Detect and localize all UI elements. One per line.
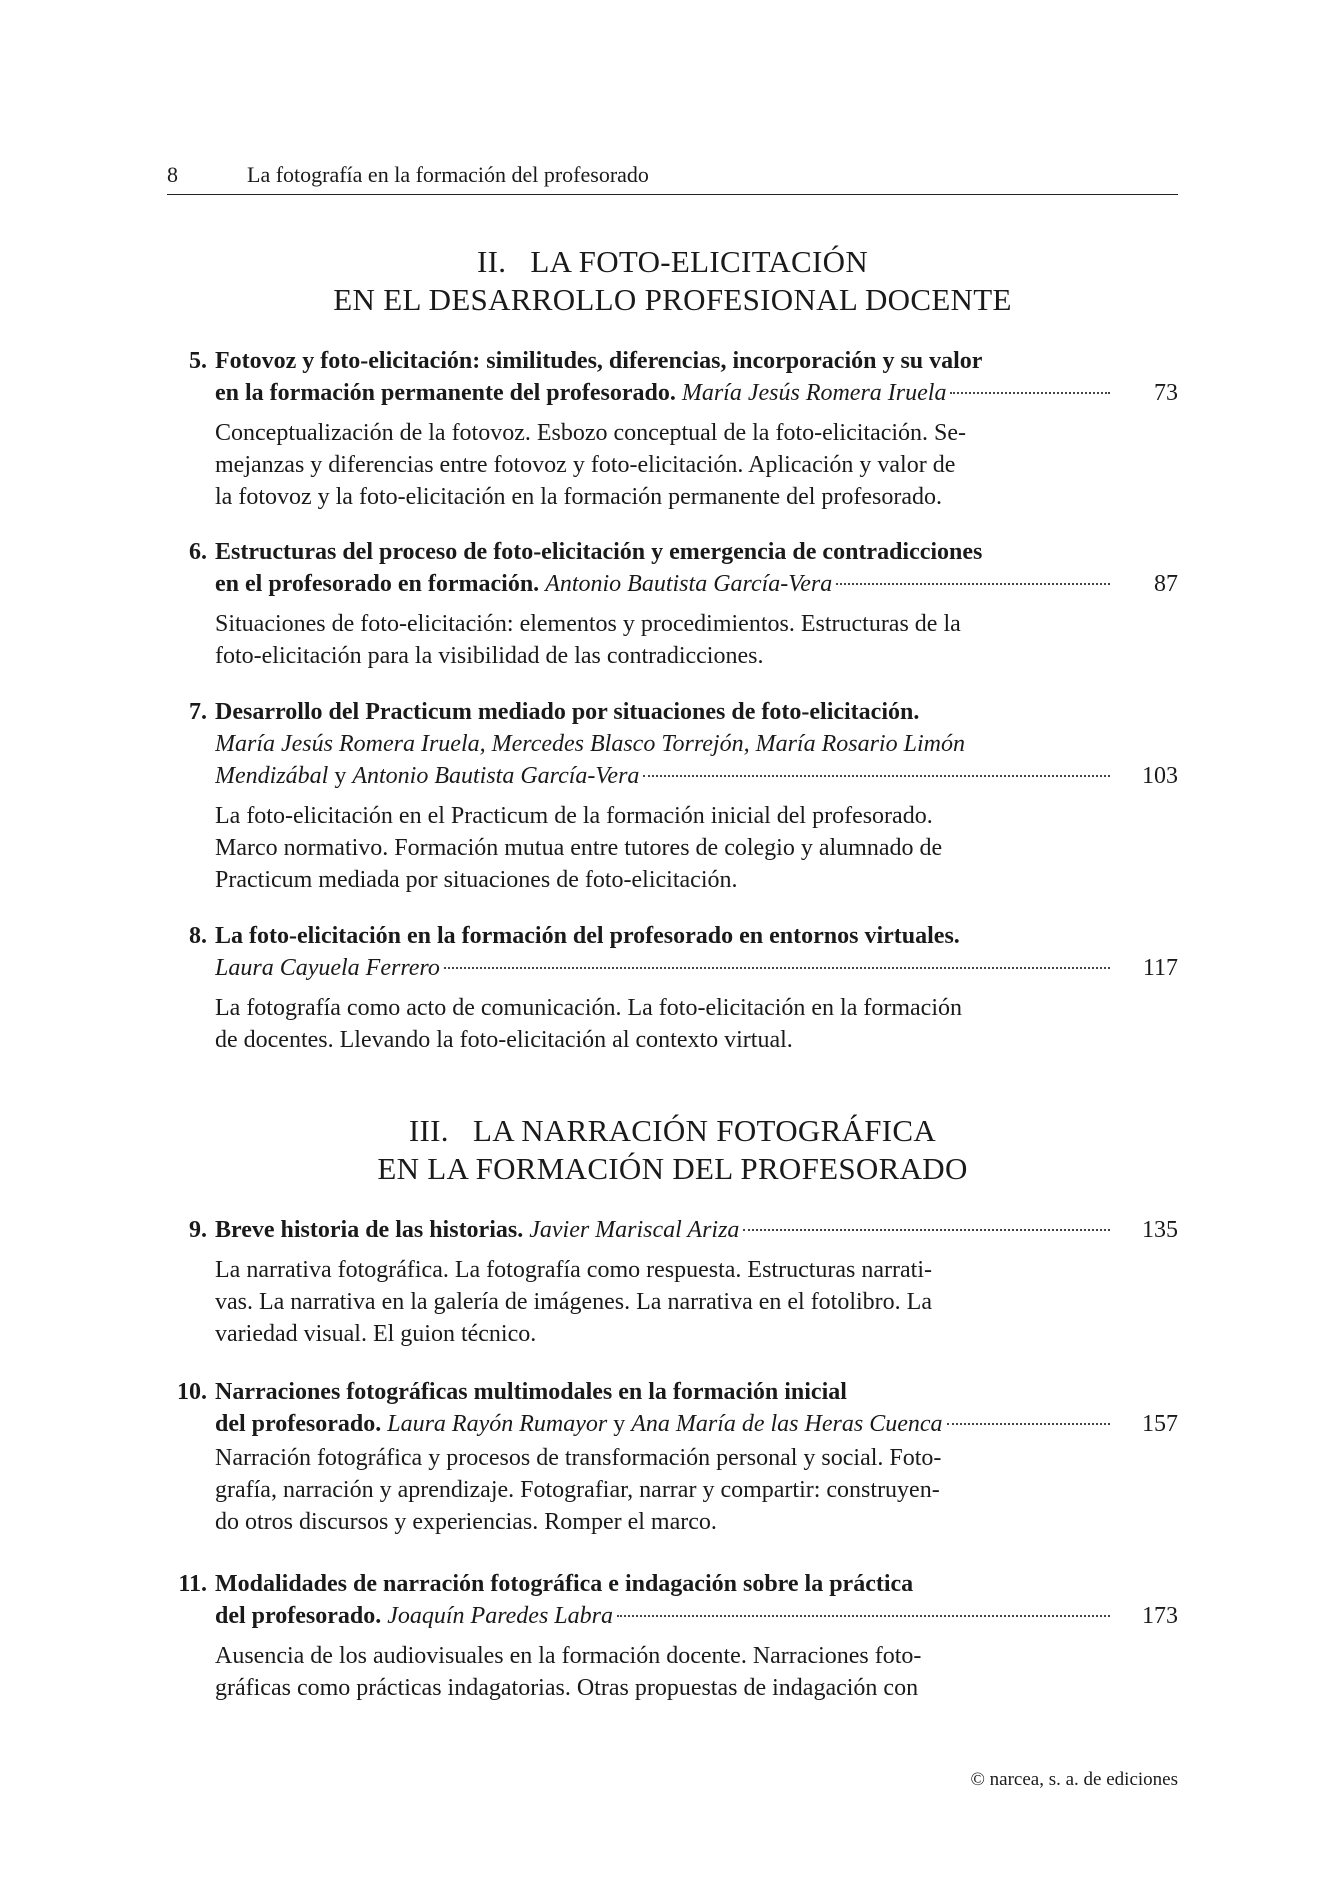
entry-title: del profesorado. [215,1603,382,1629]
summary-line: grafía, narración y aprendizaje. Fotografiar, narrar y compartir: construyen- [215,1477,940,1503]
entry-title: en la formación permanente del profesorado. [215,380,676,406]
entry-title: Modalidades de narración fotográfica e indagación sobre la práctica [215,1571,914,1597]
entry-page-number: 87 [1154,571,1178,597]
entry-summary [215,1442,1115,1538]
summary-line: Conceptualización de la fotovoz. Esbozo conceptual de la foto-elicitación. Se- [215,420,967,446]
part-title-iii [167,1112,1178,1188]
entry-summary [215,1254,1115,1350]
summary-line: do otros discursos y experiencias. Romper el marco. [215,1509,717,1535]
entry-page-number: 157 [1142,1411,1178,1437]
entry-number: 8. [189,923,207,949]
author-conjunction: y [613,1411,626,1437]
entry-author: Antonio Bautista García-Vera [352,763,640,789]
page-number: 8 [167,162,178,187]
dot-leader [617,1615,1110,1617]
entry-title: La foto-elicitación en la formación del profesorado en entornos virtuales. [215,923,960,949]
entry-author: Laura Rayón Rumayor [387,1411,608,1437]
summary-line: de docentes. Llevando la foto-elicitación al contexto virtual. [215,1027,793,1053]
summary-line: Narración fotográfica y procesos de transformación personal y social. Foto- [215,1445,942,1471]
entry-summary [215,417,1115,513]
entry-author: Ana María de las Heras Cuenca [631,1411,943,1437]
summary-line: la fotovoz y la foto-elicitación en la formación permanente del profesorado. [215,484,943,510]
summary-line: mejanzas y diferencias entre fotovoz y foto-elicitación. Aplicación y valor de [215,452,956,478]
part-title-ii [167,243,1178,319]
author-conjunction: y [334,763,347,789]
summary-line: Marco normativo. Formación mutua entre tutores de colegio y alumnado de [215,835,943,861]
entry-summary [215,1640,1115,1704]
entry-author: Javier Mariscal Ariza [529,1217,740,1243]
entry-author: Antonio Bautista García-Vera [545,571,833,597]
dot-leader [950,392,1110,394]
entry-number: 11. [178,1571,207,1597]
summary-line: Situaciones de foto-elicitación: elementos y procedimientos. Estructuras de la [215,611,961,637]
entry-author: María Jesús Romera Iruela, Mercedes Blasco Torrejón, María Rosario Limón [215,731,965,757]
part-title-line: II. LA FOTO-ELICITACIÓN [476,244,869,279]
entry-title: Breve historia de las historias. [215,1217,524,1243]
running-title: La fotografía en la formación del profesorado [247,162,649,187]
entry-number: 10. [177,1379,207,1405]
entry-page-number: 135 [1142,1217,1178,1243]
entry-page-number: 173 [1142,1603,1178,1629]
entry-summary [215,992,1115,1056]
entry-page-number: 73 [1154,380,1178,406]
summary-line: Practicum mediada por situaciones de foto-elicitación. [215,867,738,893]
entry-title: del profesorado. [215,1411,382,1437]
running-head [167,160,1178,195]
entry-author: Joaquín Paredes Labra [387,1603,613,1629]
summary-line: foto-elicitación para la visibilidad de las contradicciones. [215,643,764,669]
entry-author: Mendizábal [215,763,329,789]
entry-title: Narraciones fotográficas multimodales en la formación inicial [215,1379,847,1405]
part-title-line: III. LA NARRACIÓN FOTOGRÁFICA [408,1113,937,1148]
summary-line: La fotografía como acto de comunicación. La foto-elicitación en la formación [215,995,962,1021]
entry-page-number: 117 [1142,955,1178,981]
summary-line: La narrativa fotográfica. La fotografía como respuesta. Estructuras narrati- [215,1257,932,1283]
copyright-footer: © narcea, s. a. de ediciones [970,1769,1178,1790]
entry-title: en el profesorado en formación. [215,571,540,597]
entry-author: Laura Cayuela Ferrero [215,955,440,981]
entry-number: 6. [189,539,207,565]
entry-title: Fotovoz y foto-elicitación: similitudes, diferencias, incorporación y su valor [215,348,983,374]
entry-title: Estructuras del proceso de foto-elicitación y emergencia de contradicciones [215,539,983,565]
entry-number: 9. [189,1217,207,1243]
entry-title: Desarrollo del Practicum mediado por situaciones de foto-elicitación. [215,699,920,725]
summary-line: Ausencia de los audiovisuales en la formación docente. Narraciones foto- [215,1643,922,1669]
dot-leader [947,1423,1111,1425]
dot-leader [643,775,1110,777]
summary-line: gráficas como prácticas indagatorias. Otras propuestas de indagación con [215,1675,919,1701]
entry-page-number: 103 [1142,763,1178,789]
entry-number: 5. [189,348,207,374]
summary-line: La foto-elicitación en el Practicum de la formación inicial del profesorado. [215,803,933,829]
part-title-line: EN LA FORMACIÓN DEL PROFESORADO [377,1151,968,1186]
summary-line: variedad visual. El guion técnico. [215,1321,537,1347]
dot-leader [743,1229,1110,1231]
summary-line: vas. La narrativa en la galería de imágenes. La narrativa en el fotolibro. La [215,1289,932,1315]
entry-summary [215,608,1115,672]
entry-number: 7. [189,699,207,725]
entry-author: María Jesús Romera Iruela [681,380,947,406]
entry-summary [215,800,1115,896]
dot-leader [444,967,1110,969]
part-title-line: EN EL DESARROLLO PROFESIONAL DOCENTE [333,282,1012,317]
dot-leader [836,583,1110,585]
